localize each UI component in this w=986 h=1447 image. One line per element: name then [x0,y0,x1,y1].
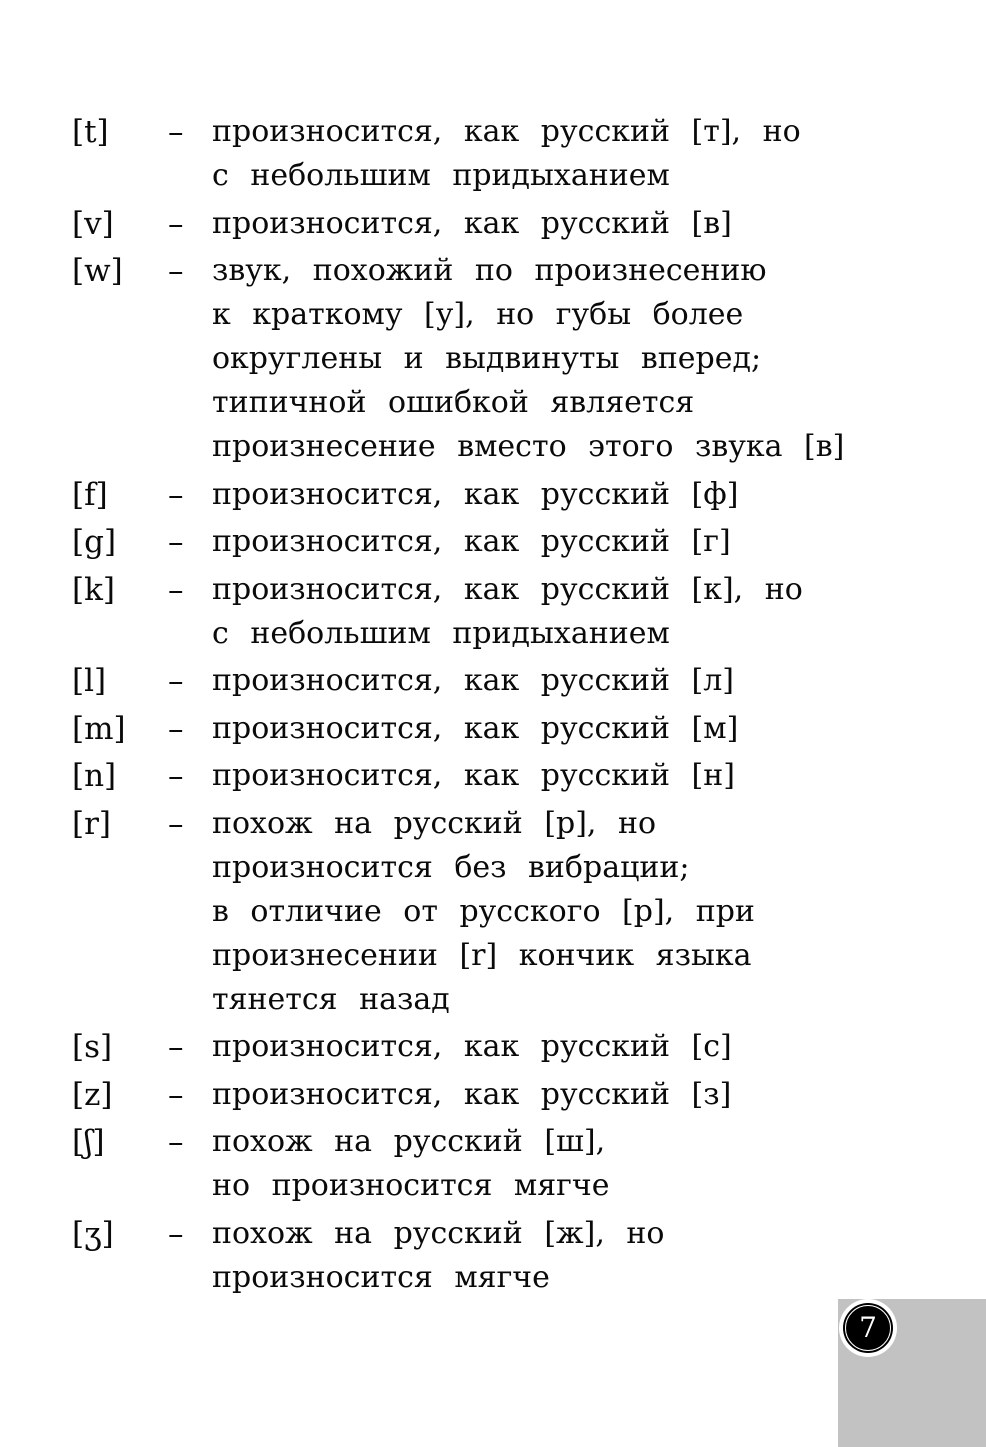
description-line: произносится без вибрации; [212,849,690,885]
phoneme-symbol: [t] [72,114,109,150]
page-corner-tab [838,1299,986,1447]
phoneme-symbol: [ʃ] [72,1124,105,1160]
description-line: произносится мягче [212,1259,550,1295]
description-line: похож на русский [ж], но [212,1215,665,1251]
phoneme-description [212,707,956,751]
page-number-badge [839,1299,897,1357]
phoneme-description [212,659,956,703]
description-line: произносится, как русский [т], но [212,114,801,149]
phoneme-entry [72,1212,956,1300]
description-line: произносится, как русский [ф] [212,476,739,512]
description-line: произносится, как русский [н] [212,758,735,793]
pronunciation-list [72,110,956,1303]
description-line: типичной ошибкой является [212,385,695,420]
dash-separator: – [168,571,184,608]
phoneme-symbol: [s] [72,1029,113,1065]
phoneme-entry [72,659,956,703]
phoneme-symbol: [r] [72,805,112,842]
description-line: произнесение вместо этого звука [в] [212,429,845,464]
description-line: тянется назад [212,981,450,1017]
description-line: похож на русский [р], но [212,805,657,841]
description-line: с небольшим придыханием [212,158,670,193]
phoneme-description [212,1073,956,1117]
phoneme-symbol: [ʒ] [72,1215,114,1252]
description-line: похож на русский [ш], [212,1124,606,1159]
dash-separator: – [168,253,184,289]
description-line: звук, похожий по произнесению [212,253,767,288]
phoneme-entry [72,1025,956,1069]
phoneme-description [212,568,956,656]
phoneme-symbol: [g] [72,524,117,560]
description-line: произносится, как русский [м] [212,710,739,746]
description-line: произносится, как русский [л] [212,663,734,698]
phoneme-entry [72,1120,956,1208]
phoneme-description [212,802,956,1022]
dash-separator: – [168,710,184,747]
description-line: произносится, как русский [г] [212,524,731,559]
phoneme-entry [72,520,956,564]
phoneme-entry [72,754,956,798]
description-line: к краткому [у], но губы более [212,297,744,332]
phoneme-symbol: [z] [72,1076,113,1113]
dash-separator: – [168,524,184,560]
phoneme-description [212,520,956,564]
description-line: произносится, как русский [с] [212,1029,732,1064]
phoneme-description [212,110,956,198]
description-line: произносится, как русский [в] [212,205,732,241]
phoneme-description [212,473,956,517]
phoneme-symbol: [f] [72,476,108,513]
dash-separator: – [168,1029,184,1065]
dash-separator: – [168,1124,184,1160]
phoneme-entry [72,110,956,198]
phoneme-symbol: [m] [72,710,126,747]
phoneme-symbol: [l] [72,663,107,699]
phoneme-entry [72,568,956,656]
phoneme-symbol: [n] [72,758,117,794]
dash-separator: – [168,205,184,242]
phoneme-symbol: [w] [72,253,123,289]
phoneme-entry [72,473,956,517]
phoneme-entry [72,802,956,1022]
phoneme-description [212,1212,956,1300]
description-line: с небольшим придыханием [212,615,670,651]
phoneme-symbol: [v] [72,205,114,242]
phoneme-entry [72,1073,956,1117]
dash-separator: – [168,114,184,150]
phoneme-entry [72,249,956,469]
description-line: произносится, как русский [з] [212,1076,732,1112]
phoneme-description [212,754,956,798]
phoneme-description [212,249,956,469]
description-line: произнесении [r] кончик языка [212,937,752,973]
phoneme-description [212,202,956,246]
page-number-disk [843,1303,893,1353]
phoneme-entry [72,707,956,751]
dash-separator: – [168,663,184,699]
description-line: в отличие от русского [р], при [212,893,755,929]
page-number: 7 [859,1311,877,1344]
phoneme-symbol: [k] [72,571,115,608]
dash-separator: – [168,476,184,513]
phoneme-description [212,1025,956,1069]
dash-separator: – [168,758,184,794]
phoneme-description [212,1120,956,1208]
dash-separator: – [168,805,184,842]
description-line: произносится, как русский [к], но [212,571,803,607]
description-line: но произносится мягче [212,1168,610,1203]
description-line: округлены и выдвинуты вперед; [212,341,762,376]
dash-separator: – [168,1076,184,1113]
dash-separator: – [168,1215,184,1252]
phoneme-entry [72,202,956,246]
